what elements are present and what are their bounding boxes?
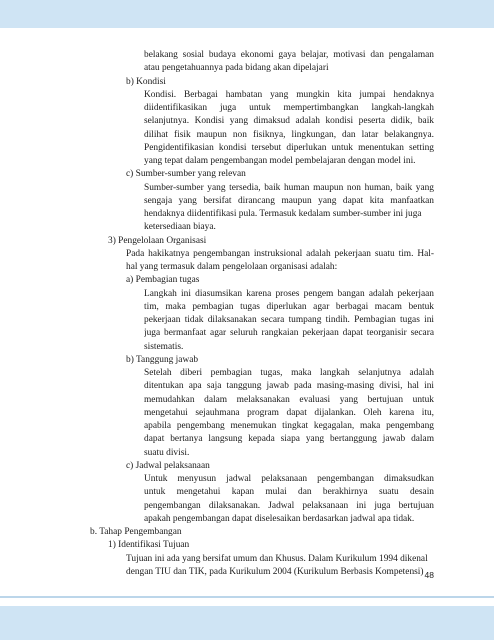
line-text: Setelah diberi pembagian tugas, maka langkah selanjutnya adalah: [144, 368, 434, 378]
page-body: [0, 49, 494, 579]
line-text: dilihat fisik maupun non fisiknya, lingkungan, dan latar belakangnya.: [144, 129, 434, 140]
text-line: [0, 526, 494, 539]
text-line: [0, 553, 494, 566]
line-text: b) Kondisi: [126, 76, 166, 87]
line-text: untuk mengetahui kapan mulai dan berakhirnya suatu desain: [144, 487, 434, 498]
text-line: [0, 115, 494, 128]
line-text: Kondisi. Berbagai hambatan yang mungkin kita jumpai hendaknya: [144, 89, 434, 100]
text-line: [0, 341, 494, 354]
text-line: [0, 274, 494, 287]
text-line: [0, 102, 494, 115]
line-text: c) Jadwal pelaksanaan: [126, 460, 210, 471]
text-line: [0, 539, 494, 552]
line-text: dengan TIU dan TIK, pada Kurikulum 2004 (Kurikulum Berbasis Kompetensi): [126, 566, 424, 577]
line-text: 3) Pengelolaan Organisasi: [108, 235, 207, 246]
line-text: Tujuan ini ada yang bersifat umum dan Khusus. Dalam Kurikulum 1994 dikenal: [126, 553, 428, 564]
line-text: suatu divisi.: [144, 447, 190, 458]
text-line: [0, 208, 494, 221]
text-line: [0, 407, 494, 420]
line-text: a) Pembagian tugas: [126, 275, 200, 286]
line-text: pekerjaan tidak dilaksanakan secara tumpang tindih. Pembagian tugas ini: [144, 315, 434, 325]
text-line: [0, 62, 494, 75]
line-text: b) Tanggung jawab: [126, 354, 199, 365]
text-line: [0, 49, 494, 62]
line-text: ketersediaan biaya.: [144, 222, 216, 233]
line-text: sengaja yang bersifat dirancang maupun yang dapat kita manfaatkan: [144, 195, 434, 206]
line-text: memudahkan dalam melaksanakan evaluasi yang bertujuan untuk: [144, 394, 434, 405]
text-line: [0, 513, 494, 526]
line-text: dapat bertanya langsung kepada siapa yang bertanggung jawab dalam: [144, 434, 434, 445]
text-line: [0, 367, 494, 380]
line-text: Pengidentifikasian kondisi tersebut diperlukan untuk menentukan setting: [144, 142, 434, 153]
text-line: [0, 129, 494, 142]
text-line: [0, 89, 494, 102]
line-text: apakah pengembangan dapat diselesaikan berdasarkan jadwal apa tidak.: [144, 513, 415, 524]
line-text: mengetahui sejauhmana program dapat dijalankan. Oleh karena itu,: [144, 407, 434, 418]
text-line: [0, 380, 494, 393]
text-line: [0, 420, 494, 433]
line-text: hendaknya diidentifikasi pula. Termasuk kedalam sumber-sumber ini juga: [144, 209, 422, 219]
line-text: Langkah ini diasumsikan karena proses pengem bangan adalah pekerjaan: [144, 288, 434, 299]
line-text: apabila pengembang menemukan tingkat kegagalan, maka pengembang: [144, 421, 434, 431]
header-band: [0, 0, 494, 28]
text-line: [0, 155, 494, 168]
text-line: [0, 327, 494, 340]
text-line: [0, 288, 494, 301]
line-text: ditentukan apa saja tanggung jawab pada masing-masing divisi, hal ini: [144, 381, 434, 392]
line-text: b. Tahap Pengembangan: [90, 527, 182, 537]
line-text: juga bermanfaat agar seluruh rangkaian pekerjaan dapat teorganisir secara: [144, 328, 434, 339]
text-line: [0, 486, 494, 499]
text-line: [0, 460, 494, 473]
text-line: [0, 447, 494, 460]
line-text: Sumber-sumber yang tersedia, baik human maupun non human, baik yang: [144, 182, 434, 193]
text-line: [0, 261, 494, 274]
text-line: [0, 235, 494, 248]
text-line: [0, 500, 494, 513]
text-line: [0, 354, 494, 367]
line-text: sistematis.: [144, 341, 184, 352]
text-line: [0, 433, 494, 446]
text-line: [0, 182, 494, 195]
text-line: [0, 142, 494, 155]
line-text: 1) Identifikasi Tujuan: [108, 540, 190, 551]
text-line: [0, 314, 494, 327]
line-text: Pada hakikatnya pengembangan instruksional adalah pekerjaan suatu tim. Hal-: [126, 248, 434, 259]
text-line: [0, 195, 494, 208]
footer-rule: [0, 596, 494, 598]
text-line: [0, 221, 494, 234]
line-text: c) Sumber-sumber yang relevan: [126, 169, 246, 180]
text-line: [0, 248, 494, 261]
line-text: yang tepat dalam pengembangan model pembelajaran dengan model ini.: [144, 156, 416, 166]
line-text: pengembangan dilaksanakan. Jadwal pelaksanaan ini juga bertujuan: [144, 500, 434, 511]
text-line: [0, 566, 494, 579]
text-line: [0, 168, 494, 181]
line-text: selanjutnya. Kondisi yang dimaksud adalah kondisi peserta didik, baik: [144, 116, 434, 127]
text-line: [0, 301, 494, 314]
page-number: 48: [424, 570, 434, 580]
line-text: hal yang termasuk dalam pengelolaan organisasi adalah:: [126, 262, 338, 272]
text-line: [0, 473, 494, 486]
line-text: diidentifikasikan juga untuk mempertimbangkan langkah-langkah: [144, 103, 434, 113]
line-text: tim, maka pembagian tugas diperlukan agar berbagai macam bentuk: [144, 301, 434, 312]
text-line: [0, 394, 494, 407]
line-text: Untuk menyusun jadwal pelaksanaan pengembangan dimaksudkan: [144, 474, 434, 484]
line-text: belakang sosial budaya ekonomi gaya belajar, motivasi dan pengalaman: [144, 50, 434, 60]
footer-band: [0, 606, 494, 640]
line-text: atau pengetahuannya pada bidang akan dipelajari: [144, 63, 329, 74]
text-line: [0, 76, 494, 89]
